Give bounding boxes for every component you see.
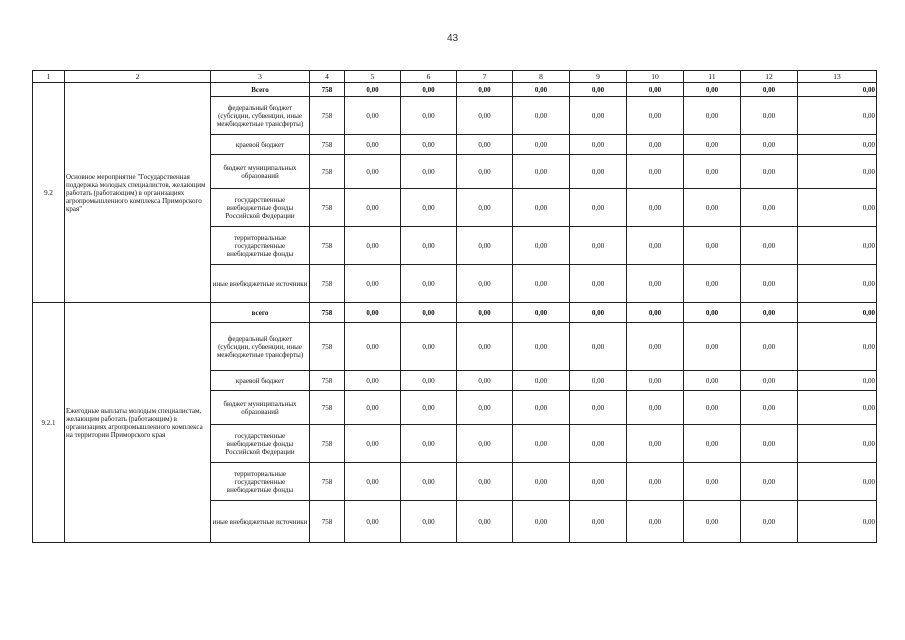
amount-cell: 0,00 xyxy=(741,135,798,155)
amount-cell: 0,00 xyxy=(627,265,684,303)
amount-cell: 0,00 xyxy=(684,391,741,425)
amount-cell: 0,00 xyxy=(798,155,877,189)
amount-cell: 0,00 xyxy=(513,155,570,189)
amount-cell: 0,00 xyxy=(684,425,741,463)
amount-cell: 0,00 xyxy=(627,371,684,391)
amount-cell: 0,00 xyxy=(345,425,401,463)
column-number: 8 xyxy=(513,71,570,83)
amount-cell: 0,00 xyxy=(513,371,570,391)
amount-cell: 0,00 xyxy=(570,83,627,97)
amount-cell: 0,00 xyxy=(684,97,741,135)
amount-cell: 0,00 xyxy=(684,463,741,501)
amount-cell: 0,00 xyxy=(570,135,627,155)
amount-cell: 0,00 xyxy=(798,189,877,227)
amount-cell: 0,00 xyxy=(513,323,570,371)
amount-cell: 0,00 xyxy=(741,371,798,391)
amount-cell: 0,00 xyxy=(741,425,798,463)
amount-cell: 0,00 xyxy=(741,463,798,501)
amount-cell: 0,00 xyxy=(684,227,741,265)
amount-cell: 0,00 xyxy=(627,227,684,265)
column-number: 4 xyxy=(310,71,345,83)
column-number: 3 xyxy=(211,71,310,83)
funding-source: территориальные государственные внебюджетные фонды xyxy=(211,227,310,265)
amount-cell: 0,00 xyxy=(741,265,798,303)
amount-cell: 0,00 xyxy=(798,323,877,371)
amount-cell: 0,00 xyxy=(684,371,741,391)
funding-source: иные внебюджетные источники xyxy=(211,501,310,543)
funding-source: государственные внебюджетные фонды Российской Федерации xyxy=(211,189,310,227)
column-number: 5 xyxy=(345,71,401,83)
amount-cell: 0,00 xyxy=(401,391,457,425)
amount-cell: 0,00 xyxy=(627,189,684,227)
amount-cell: 0,00 xyxy=(345,265,401,303)
amount-cell: 0,00 xyxy=(741,227,798,265)
amount-cell: 0,00 xyxy=(798,83,877,97)
amount-cell: 0,00 xyxy=(345,227,401,265)
amount-cell: 0,00 xyxy=(570,303,627,323)
amount-cell: 0,00 xyxy=(570,391,627,425)
amount-cell: 0,00 xyxy=(457,303,513,323)
amount-cell: 0,00 xyxy=(627,83,684,97)
amount-cell: 0,00 xyxy=(457,155,513,189)
amount-cell: 0,00 xyxy=(570,97,627,135)
amount-cell: 0,00 xyxy=(627,425,684,463)
column-number: 1 xyxy=(33,71,65,83)
column-number: 13 xyxy=(798,71,877,83)
table-row xyxy=(33,303,877,323)
amount-cell: 0,00 xyxy=(627,323,684,371)
amount-cell: 0,00 xyxy=(570,323,627,371)
amount-cell: 0,00 xyxy=(513,265,570,303)
funding-source: краевой бюджет xyxy=(211,371,310,391)
amount-cell: 0,00 xyxy=(401,227,457,265)
amount-cell: 0,00 xyxy=(345,501,401,543)
measure-name: Основное мероприятие "Государственная поддержка молодых специалистов, желающим работать (работающим) в организациях агропромышленного комплекса Приморского края" xyxy=(65,83,211,303)
amount-cell: 0,00 xyxy=(798,227,877,265)
amount-cell: 0,00 xyxy=(570,425,627,463)
amount-cell: 0,00 xyxy=(513,391,570,425)
amount-cell: 0,00 xyxy=(401,135,457,155)
funding-source: бюджет муниципальных образований xyxy=(211,391,310,425)
column-number-row xyxy=(33,71,877,83)
amount-cell: 0,00 xyxy=(457,227,513,265)
amount-cell: 0,00 xyxy=(457,425,513,463)
amount-cell: 0,00 xyxy=(513,135,570,155)
column-4-value: 758 xyxy=(310,227,345,265)
amount-cell: 0,00 xyxy=(457,371,513,391)
amount-cell: 0,00 xyxy=(401,97,457,135)
column-number: 12 xyxy=(741,71,798,83)
amount-cell: 0,00 xyxy=(798,303,877,323)
column-4-value: 758 xyxy=(310,155,345,189)
amount-cell: 0,00 xyxy=(457,501,513,543)
amount-cell: 0,00 xyxy=(401,323,457,371)
column-4-value: 758 xyxy=(310,391,345,425)
amount-cell: 0,00 xyxy=(798,463,877,501)
amount-cell: 0,00 xyxy=(684,265,741,303)
amount-cell: 0,00 xyxy=(684,501,741,543)
amount-cell: 0,00 xyxy=(401,83,457,97)
amount-cell: 0,00 xyxy=(457,135,513,155)
column-number: 2 xyxy=(65,71,211,83)
amount-cell: 0,00 xyxy=(457,97,513,135)
amount-cell: 0,00 xyxy=(401,463,457,501)
amount-cell: 0,00 xyxy=(798,265,877,303)
amount-cell: 0,00 xyxy=(513,227,570,265)
amount-cell: 0,00 xyxy=(345,303,401,323)
amount-cell: 0,00 xyxy=(345,463,401,501)
amount-cell: 0,00 xyxy=(513,189,570,227)
amount-cell: 0,00 xyxy=(798,501,877,543)
amount-cell: 0,00 xyxy=(627,463,684,501)
funding-source: бюджет муниципальных образований xyxy=(211,155,310,189)
amount-cell: 0,00 xyxy=(570,501,627,543)
amount-cell: 0,00 xyxy=(570,463,627,501)
column-4-value: 758 xyxy=(310,501,345,543)
amount-cell: 0,00 xyxy=(570,189,627,227)
amount-cell: 0,00 xyxy=(798,371,877,391)
amount-cell: 0,00 xyxy=(457,189,513,227)
amount-cell: 0,00 xyxy=(627,303,684,323)
amount-cell: 0,00 xyxy=(684,323,741,371)
measure-name: Ежегодные выплаты молодым специалистам, желающим работать (работающим) в организациях агропромышленного комплекса на территории Приморского края xyxy=(65,303,211,543)
measure-code: 9.2.1 xyxy=(33,303,65,543)
funding-source: федеральный бюджет (субсидии, субвенции, иные межбюджетные трансферты) xyxy=(211,97,310,135)
amount-cell: 0,00 xyxy=(741,391,798,425)
column-4-value: 758 xyxy=(310,83,345,97)
amount-cell: 0,00 xyxy=(401,189,457,227)
amount-cell: 0,00 xyxy=(684,155,741,189)
amount-cell: 0,00 xyxy=(741,501,798,543)
column-4-value: 758 xyxy=(310,323,345,371)
amount-cell: 0,00 xyxy=(457,265,513,303)
amount-cell: 0,00 xyxy=(627,97,684,135)
amount-cell: 0,00 xyxy=(513,83,570,97)
table-row xyxy=(33,83,877,97)
column-4-value: 758 xyxy=(310,425,345,463)
amount-cell: 0,00 xyxy=(570,155,627,189)
column-4-value: 758 xyxy=(310,463,345,501)
amount-cell: 0,00 xyxy=(457,323,513,371)
amount-cell: 0,00 xyxy=(457,391,513,425)
amount-cell: 0,00 xyxy=(401,371,457,391)
measure-code: 9.2 xyxy=(33,83,65,303)
amount-cell: 0,00 xyxy=(798,425,877,463)
amount-cell: 0,00 xyxy=(457,83,513,97)
amount-cell: 0,00 xyxy=(627,135,684,155)
amount-cell: 0,00 xyxy=(570,265,627,303)
amount-cell: 0,00 xyxy=(798,97,877,135)
amount-cell: 0,00 xyxy=(627,155,684,189)
funding-source: федеральный бюджет (субсидии, субвенции, иные межбюджетные трансферты) xyxy=(211,323,310,371)
amount-cell: 0,00 xyxy=(741,189,798,227)
amount-cell: 0,00 xyxy=(741,155,798,189)
amount-cell: 0,00 xyxy=(798,391,877,425)
amount-cell: 0,00 xyxy=(741,83,798,97)
amount-cell: 0,00 xyxy=(401,501,457,543)
amount-cell: 0,00 xyxy=(345,189,401,227)
page-number: 43 xyxy=(446,33,459,44)
amount-cell: 0,00 xyxy=(401,265,457,303)
column-number: 10 xyxy=(627,71,684,83)
amount-cell: 0,00 xyxy=(401,155,457,189)
column-4-value: 758 xyxy=(310,97,345,135)
column-4-value: 758 xyxy=(310,265,345,303)
amount-cell: 0,00 xyxy=(570,227,627,265)
amount-cell: 0,00 xyxy=(345,391,401,425)
column-number: 11 xyxy=(684,71,741,83)
amount-cell: 0,00 xyxy=(345,371,401,391)
amount-cell: 0,00 xyxy=(741,97,798,135)
amount-cell: 0,00 xyxy=(513,303,570,323)
funding-source: государственные внебюджетные фонды Российской Федерации xyxy=(211,425,310,463)
budget-table xyxy=(32,70,877,543)
funding-source: Всего xyxy=(211,83,310,97)
amount-cell: 0,00 xyxy=(513,501,570,543)
column-4-value: 758 xyxy=(310,135,345,155)
amount-cell: 0,00 xyxy=(345,83,401,97)
funding-source: территориальные государственные внебюджетные фонды xyxy=(211,463,310,501)
amount-cell: 0,00 xyxy=(684,135,741,155)
amount-cell: 0,00 xyxy=(345,135,401,155)
column-4-value: 758 xyxy=(310,189,345,227)
amount-cell: 0,00 xyxy=(627,391,684,425)
funding-source: иные внебюджетные источники xyxy=(211,265,310,303)
amount-cell: 0,00 xyxy=(570,371,627,391)
amount-cell: 0,00 xyxy=(513,97,570,135)
amount-cell: 0,00 xyxy=(345,155,401,189)
amount-cell: 0,00 xyxy=(684,303,741,323)
amount-cell: 0,00 xyxy=(401,425,457,463)
column-number: 9 xyxy=(570,71,627,83)
amount-cell: 0,00 xyxy=(401,303,457,323)
amount-cell: 0,00 xyxy=(345,323,401,371)
amount-cell: 0,00 xyxy=(345,97,401,135)
amount-cell: 0,00 xyxy=(684,189,741,227)
funding-source: всего xyxy=(211,303,310,323)
column-number: 7 xyxy=(457,71,513,83)
amount-cell: 0,00 xyxy=(457,463,513,501)
column-4-value: 758 xyxy=(310,303,345,323)
column-number: 6 xyxy=(401,71,457,83)
funding-source: краевой бюджет xyxy=(211,135,310,155)
amount-cell: 0,00 xyxy=(798,135,877,155)
column-4-value: 758 xyxy=(310,371,345,391)
amount-cell: 0,00 xyxy=(741,303,798,323)
amount-cell: 0,00 xyxy=(627,501,684,543)
amount-cell: 0,00 xyxy=(741,323,798,371)
amount-cell: 0,00 xyxy=(513,463,570,501)
amount-cell: 0,00 xyxy=(684,83,741,97)
amount-cell: 0,00 xyxy=(513,425,570,463)
